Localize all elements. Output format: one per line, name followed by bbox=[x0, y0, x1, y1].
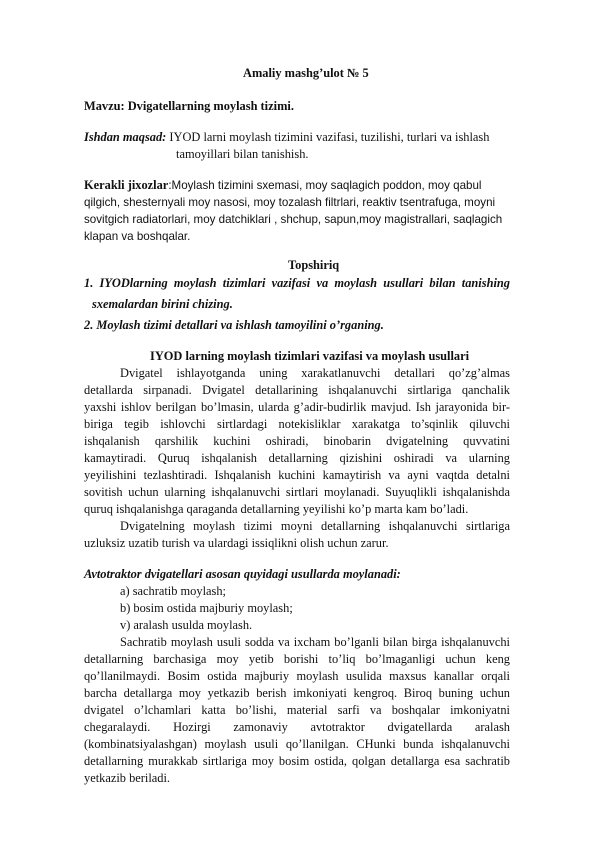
paragraph-1-line-1: Dvigatel ishlayotganda uning xarakatlanuvchi detallari qo’zg’almas bbox=[120, 366, 510, 380]
paragraph-1-line-2: detallarda sirpanadi. Dvigatel detallarining ishqalanuvchi sirtlariga qanchalik bbox=[84, 383, 510, 397]
paragraph-3-line-5: dvigatel o’lchamlari katta bo’lishi, material sarfi va boshqalar imkoniyatni bbox=[84, 703, 510, 717]
paragraph-1-line-4: biriga tegib ishlovchi sirtlardagi notekisliklar xarakatga to’sqinlik qiluvchi bbox=[84, 417, 510, 431]
equipment-text-2: qilgich, shesternyali moy nasosi, moy tozalash filtrlari, reaktiv tsentrafuga, moyni bbox=[84, 196, 496, 209]
paragraph-3-line-4: barcha detallarga moy yetkazib berish imkoniyati kengroq. Biroq buning uchun bbox=[84, 686, 510, 700]
task-item-2: 2. Moylash tizimi detallari va ishlash tamoyilini o’rganing. bbox=[84, 318, 384, 332]
method-item-v: v) aralash usulda moylash. bbox=[120, 618, 253, 632]
paragraph-3-line-3: qo’llanilmaydi. Bosim ostida majburiy moylash usulida maxsus kanallar orqali bbox=[84, 669, 510, 683]
paragraph-3-line-1: Sachratib moylash usuli sodda va ixcham bo’lganli bilan birga ishqalanuvchi bbox=[120, 635, 510, 649]
paragraph-1-line-5: ishqalanish qarshilik kuchini oshiradi, binobarin dvigatelning quvvatini bbox=[84, 434, 510, 448]
paragraph-3-line-7: (kombinatsiyalashgan) moylash usuli qo’llanilgan. CHunki bunda ishqalanuvchi bbox=[84, 737, 510, 751]
objective-text-1: IYOD larni moylash tizimini vazifasi, tuzilishi, turlari va ishlash bbox=[169, 130, 490, 144]
equipment-line-1 bbox=[84, 178, 482, 193]
task-item-1: 1. IYODlarning moylash tizimlari vazifasi va moylash usullari bilan tanishing bbox=[84, 276, 510, 290]
paragraph-1-line-6: kamaytiradi. Quruq ishqalanish detallarning qizishini oshiradi va ularning bbox=[84, 451, 510, 465]
topic-heading: Mavzu: Dvigatellarning moylash tizimi. bbox=[84, 99, 294, 113]
objective-text-2: tamoyillari bilan tanishish. bbox=[176, 147, 309, 161]
equipment-text-4: klapan va boshqalar. bbox=[84, 230, 191, 243]
equipment-text-1: :Moylash tizimini sxemasi, moy saqlagich poddon, moy qabul bbox=[168, 179, 482, 192]
task-heading: Topshiriq bbox=[288, 258, 340, 272]
paragraph-3-line-2: detallarning barchasiga moy yetib borishi to’liq bo’lmaganligi uchun keng bbox=[84, 652, 510, 666]
paragraph-1-line-3: yaxshi ishlov berilgan bo’lmasin, ularda g’adir-budirlik mavjud. Ish jarayonida bir- bbox=[84, 400, 510, 414]
paragraph-1-line-8: sovitish uchun ularning ishqalanuvchi sirtlari moylanadi. Suyuqlikli ishqalanishda bbox=[84, 485, 510, 499]
section-heading: IYOD larning moylash tizimlari vazifasi va moylash usullari bbox=[150, 349, 470, 363]
paragraph-3-line-8: detallarning murakkab sirtlariga moy bosim ostida, qolgan detallarga esa sachratib bbox=[84, 754, 510, 768]
page-title: Amaliy mashg’ulot № 5 bbox=[243, 66, 369, 80]
method-item-a: a) sachratib moylash; bbox=[120, 584, 226, 598]
paragraph-2-line-1: Dvigatelning moylash tizimi moyni detallarning ishqalanuvchi sirtlariga bbox=[120, 519, 510, 533]
objective-label: Ishdan maqsad: bbox=[84, 130, 167, 144]
objective-line-1 bbox=[84, 130, 489, 145]
paragraph-3-line-6: chegaralaydi. Hozirgi zamonaviy avtotraktor dvigatellarda aralash bbox=[84, 720, 510, 734]
methods-heading: Avtotraktor dvigatellari asosan quyidagi usullarda moylanadi: bbox=[84, 567, 401, 581]
equipment-label: Kerakli jixozlar bbox=[84, 178, 169, 192]
paragraph-2-line-2: uzluksiz uzatib turish va ulardagi issiqlikni olish uchun zarur. bbox=[84, 536, 389, 550]
equipment-text-3: sovitgich radiatorlari, moy datchiklari , shchup, sapun,moy magistrallari, saqlagich bbox=[84, 213, 503, 226]
paragraph-3-line-9: yetkazib beriladi. bbox=[84, 771, 171, 785]
paragraph-1-line-9: quruq ishqalanishga qaraganda detallarning yeyilishi ko’p marta kam bo’ladi. bbox=[84, 502, 469, 516]
method-item-b: b) bosim ostida majburiy moylash; bbox=[120, 601, 293, 615]
paragraph-1-line-7: yeyilishini tezlashtiradi. Ishqalanish kuchini kamaytirish va ayni vaqtda detalni bbox=[84, 468, 510, 482]
task-item-1-cont: sxemalardan birini chizing. bbox=[92, 297, 233, 311]
